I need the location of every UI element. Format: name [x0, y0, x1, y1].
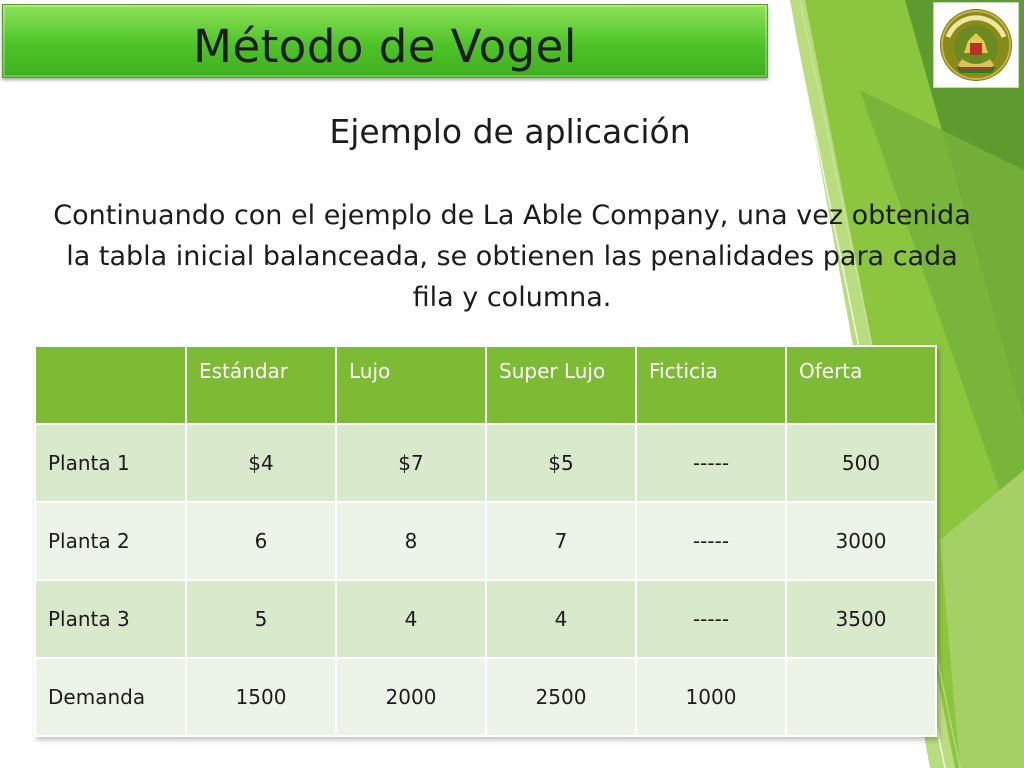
table-cell: $5 — [486, 424, 636, 502]
table-cell: 8 — [336, 502, 486, 580]
table-cell: 3500 — [786, 580, 936, 658]
row-label: Demanda — [35, 658, 186, 736]
table-cell: 6 — [186, 502, 336, 580]
title-bar — [2, 4, 768, 78]
university-crest-icon — [934, 3, 1018, 87]
slide-title: Método de Vogel — [193, 20, 577, 73]
table-header-cell: Oferta — [786, 346, 936, 424]
table-cell: $4 — [186, 424, 336, 502]
intro-paragraph: Continuando con el ejemplo de La Able Company, una vez obtenida la tabla inicial balanceada, se obtienen las penalidades para cada fila y columna. — [53, 200, 971, 313]
slide-subtitle: Ejemplo de aplicación — [329, 112, 691, 151]
table-header-cell: Estándar — [186, 346, 336, 424]
table-cell: $7 — [336, 424, 486, 502]
row-label: Planta 1 — [35, 424, 186, 502]
transport-table — [34, 345, 937, 737]
table-cell — [786, 658, 936, 736]
table-cell: 2000 — [336, 658, 486, 736]
table-cell: 2500 — [486, 658, 636, 736]
table-cell: 4 — [336, 580, 486, 658]
table-cell: 7 — [486, 502, 636, 580]
table-header-row — [35, 346, 936, 424]
table-cell: 4 — [486, 580, 636, 658]
university-logo — [933, 2, 1019, 88]
table-cell: ----- — [636, 424, 786, 502]
table-cell: 1500 — [186, 658, 336, 736]
table-cell: 5 — [186, 580, 336, 658]
table-cell: 500 — [786, 424, 936, 502]
row-label: Planta 3 — [35, 580, 186, 658]
table-row — [35, 502, 936, 580]
row-label: Planta 2 — [35, 502, 186, 580]
table-row — [35, 658, 936, 736]
table-cell: ----- — [636, 580, 786, 658]
table-cell: 1000 — [636, 658, 786, 736]
table-header-cell: Super Lujo — [486, 346, 636, 424]
table-header-cell — [35, 346, 186, 424]
table-header-cell: Lujo — [336, 346, 486, 424]
table-row — [35, 424, 936, 502]
table-header-cell: Ficticia — [636, 346, 786, 424]
table-cell: 3000 — [786, 502, 936, 580]
table-row — [35, 580, 936, 658]
table-cell: ----- — [636, 502, 786, 580]
